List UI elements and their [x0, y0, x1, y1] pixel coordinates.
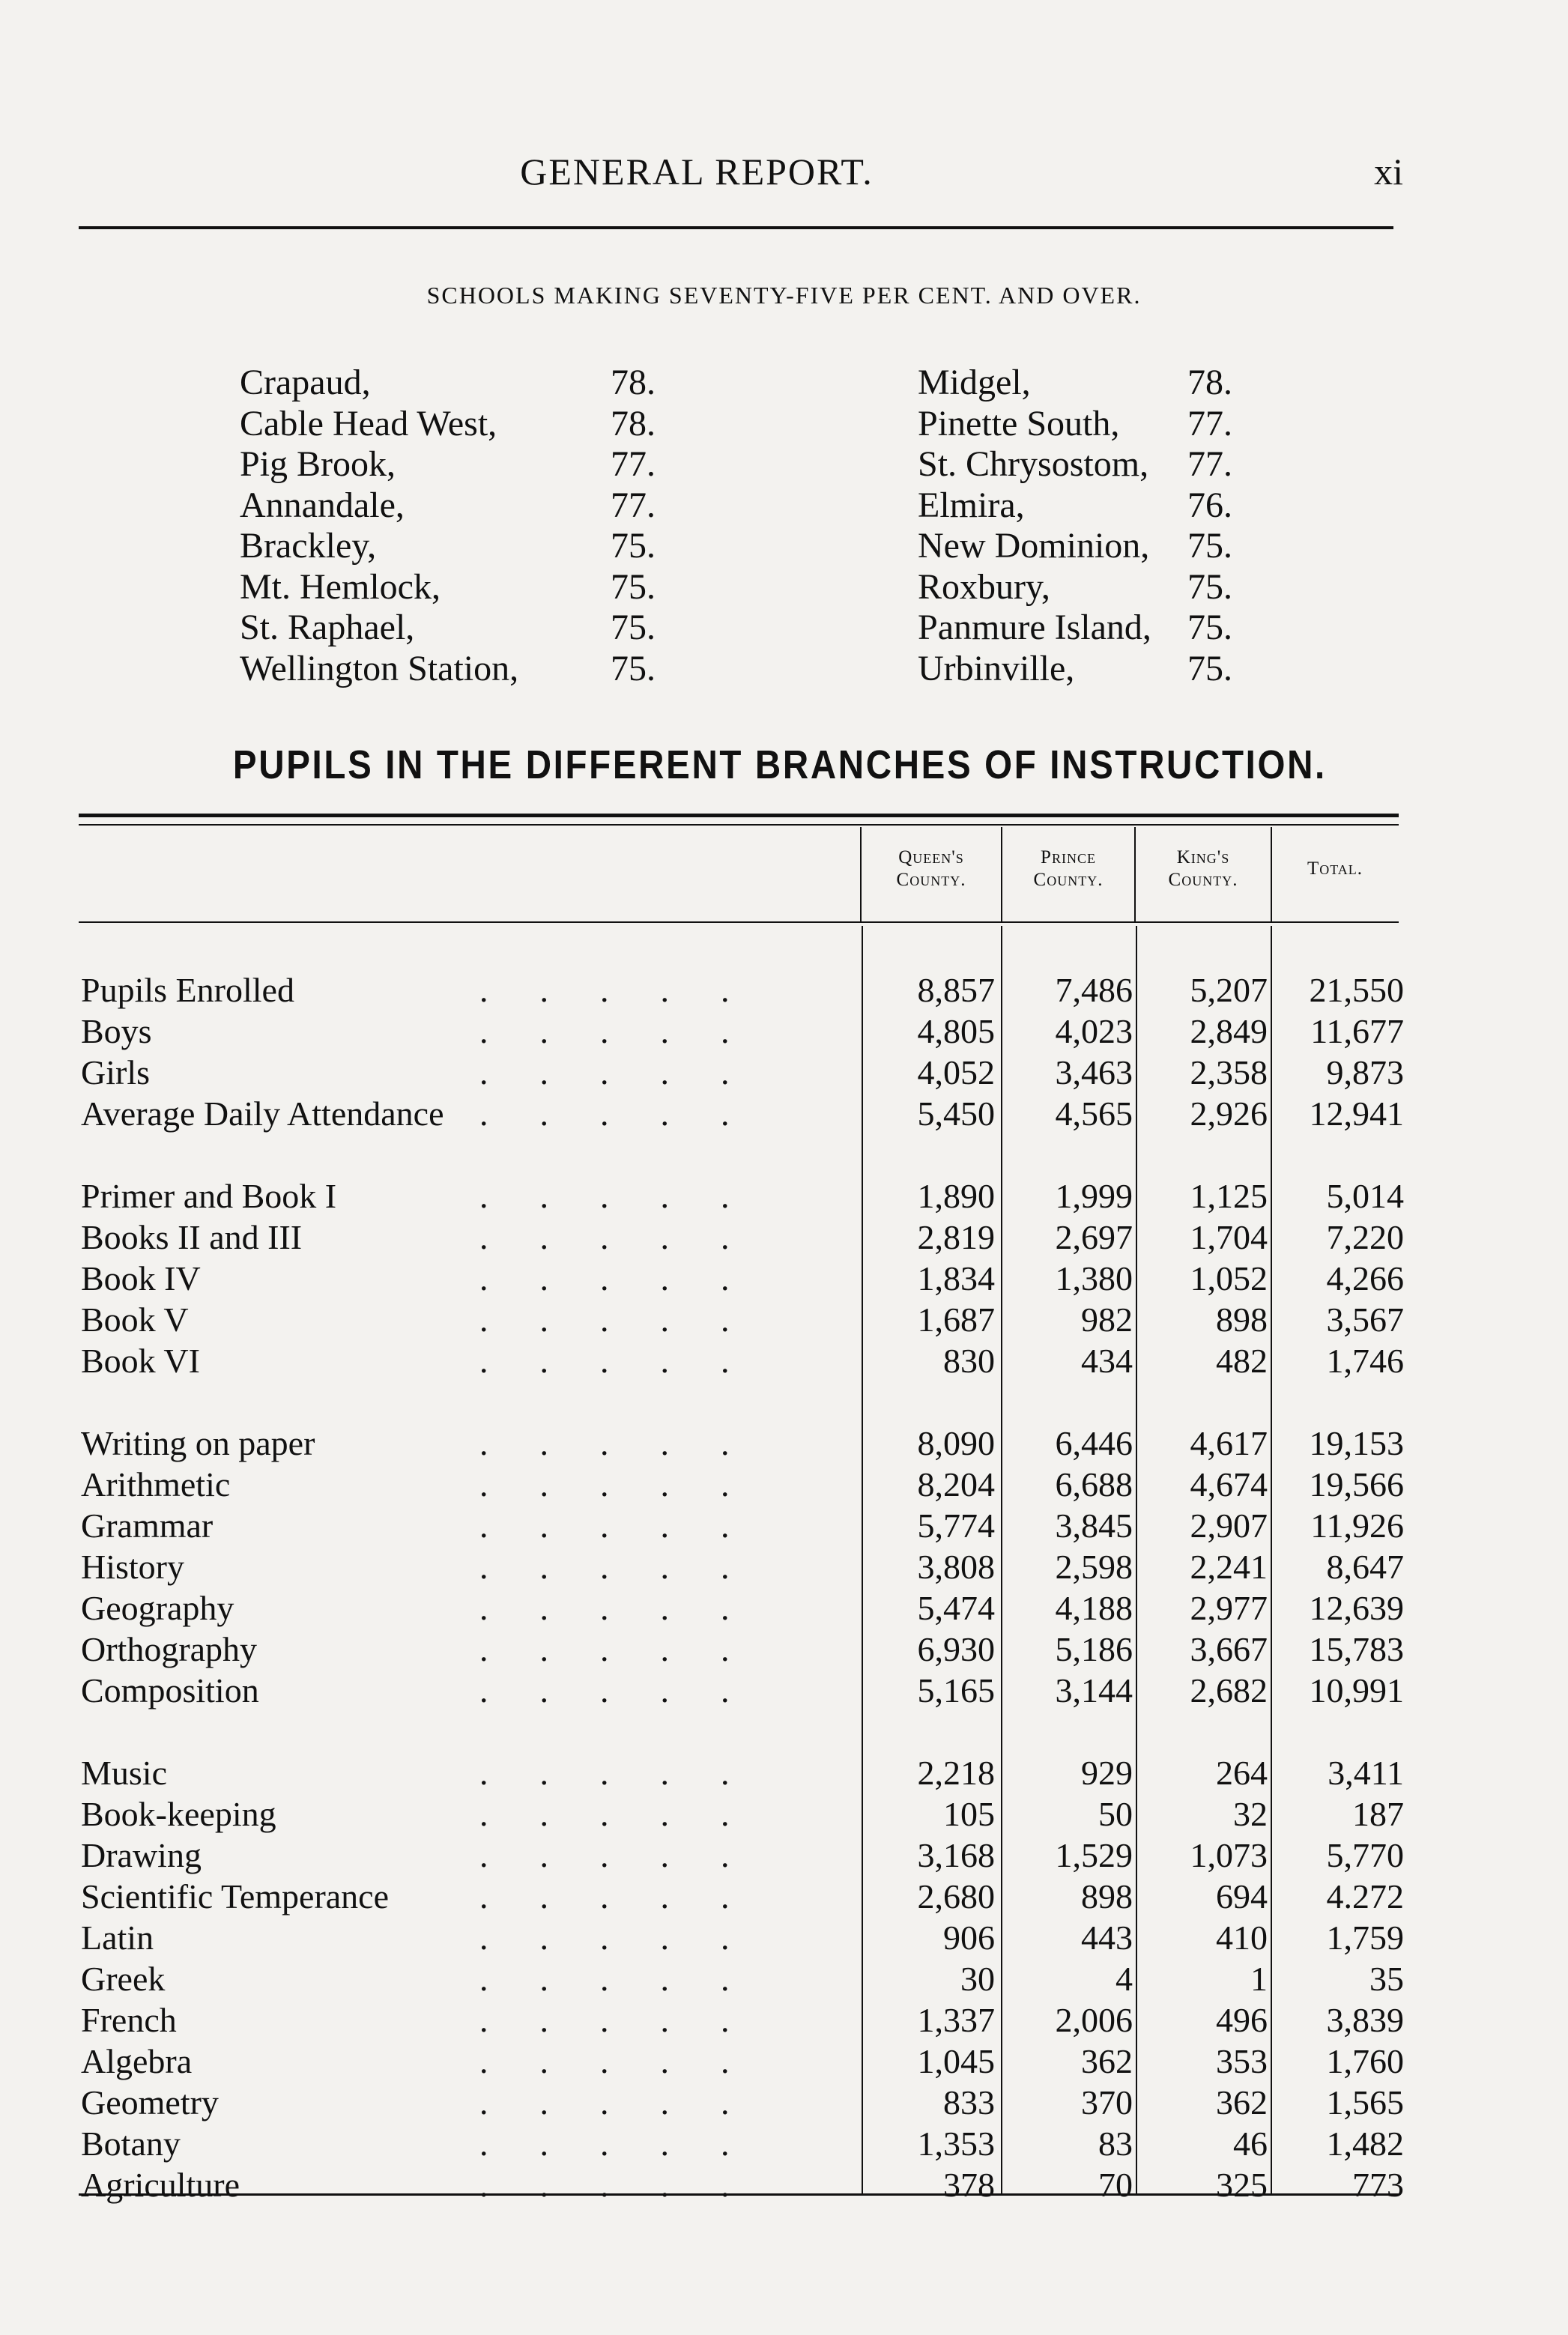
table-row [0, 1588, 1568, 1629]
cell-kings: 362 [1216, 2083, 1268, 2122]
cell-total: 3,567 [1326, 1300, 1404, 1339]
cell-kings: 1,704 [1190, 1218, 1268, 1256]
school-percentage: 75. [1187, 566, 1232, 607]
school-name: New Dominion, [918, 526, 1150, 566]
cell-total: 1,482 [1326, 2124, 1404, 2163]
school-name: St. Chrysostom, [918, 444, 1149, 484]
cell-total: 4.272 [1326, 1877, 1404, 1915]
cell-kings: 4,674 [1190, 1465, 1268, 1503]
honor-row [918, 363, 1337, 404]
table-row [0, 1918, 1568, 1958]
column-header-line: King's [1176, 847, 1230, 867]
table-row [0, 1259, 1568, 1299]
honor-section-title: SCHOOLS MAKING SEVENTY-FIVE PER CENT. AND OVER. [426, 282, 1142, 309]
row-label: Grammar [81, 1506, 214, 1545]
cell-total: 12,639 [1309, 1589, 1404, 1627]
cell-queens: 8,090 [917, 1424, 995, 1462]
cell-prince: 70 [1098, 2166, 1133, 2204]
cell-total: 3,411 [1328, 1754, 1404, 1792]
cell-queens: 5,165 [917, 1671, 995, 1709]
cell-queens: 105 [943, 1795, 995, 1833]
cell-kings: 1 [1250, 1960, 1268, 1998]
cell-total: 12,941 [1309, 1094, 1404, 1133]
table-row [0, 1547, 1568, 1587]
cell-prince: 1,529 [1055, 1836, 1133, 1874]
cell-prince: 50 [1098, 1795, 1133, 1833]
school-name: Cable Head West, [240, 403, 497, 443]
cell-total: 35 [1369, 1960, 1404, 1998]
cell-total: 187 [1352, 1795, 1404, 1833]
school-percentage: 76. [1187, 485, 1232, 525]
row-label: Algebra [81, 2042, 193, 2080]
school-name: Pinette South, [918, 403, 1120, 443]
cell-total: 3,839 [1326, 2001, 1404, 2039]
cell-total: 7,220 [1326, 1218, 1404, 1256]
cell-total: 5,770 [1326, 1836, 1404, 1874]
leader-dots: . . . . . [479, 2001, 730, 2039]
row-label: Book VI [81, 1342, 200, 1380]
row-label: Agriculture [81, 2166, 240, 2204]
school-name: Annandale, [240, 485, 405, 525]
row-label: Book V [81, 1300, 189, 1339]
cell-prince: 3,463 [1055, 1053, 1133, 1091]
cell-queens: 378 [943, 2166, 995, 2204]
cell-queens: 830 [943, 1342, 995, 1380]
row-label: French [81, 2001, 177, 2039]
cell-total: 5,014 [1326, 1177, 1404, 1215]
cell-prince: 4,565 [1055, 1094, 1133, 1133]
table-row [0, 1753, 1568, 1793]
table-row [0, 1835, 1568, 1876]
cell-prince: 929 [1081, 1754, 1133, 1792]
table-row [0, 1465, 1568, 1505]
honor-row [918, 444, 1337, 485]
row-label: Girls [81, 1053, 150, 1091]
school-name: St. Raphael, [240, 608, 415, 647]
school-percentage: 78. [1187, 363, 1232, 402]
honor-row [240, 444, 689, 485]
table-row [0, 1217, 1568, 1258]
leader-dots: . . . . . [479, 1342, 730, 1380]
row-label: Composition [81, 1671, 259, 1709]
school-percentage: 77. [611, 485, 656, 525]
leader-dots: . . . . . [479, 1548, 730, 1586]
cell-total: 15,783 [1309, 1630, 1404, 1668]
cell-total: 1,760 [1326, 2042, 1404, 2080]
cell-prince: 6,446 [1055, 1424, 1133, 1462]
cell-total: 8,647 [1326, 1548, 1404, 1586]
cell-prince: 2,006 [1055, 2001, 1133, 2039]
cell-kings: 264 [1216, 1754, 1268, 1792]
cell-kings: 2,358 [1190, 1053, 1268, 1091]
row-label: Primer and Book I [81, 1177, 337, 1215]
cell-kings: 2,907 [1190, 1506, 1268, 1545]
cell-prince: 4 [1116, 1960, 1133, 1998]
cell-queens: 5,474 [917, 1589, 995, 1627]
row-label: Orthography [81, 1630, 258, 1668]
cell-total: 10,991 [1309, 1671, 1404, 1709]
table-row [0, 2083, 1568, 2123]
cell-queens: 833 [943, 2083, 995, 2122]
cell-queens: 906 [943, 1918, 995, 1957]
cell-prince: 1,380 [1055, 1259, 1133, 1297]
leader-dots: . . . . . [479, 1218, 730, 1256]
honor-row [240, 567, 689, 608]
leader-dots: . . . . . [479, 1424, 730, 1462]
leader-dots: . . . . . [479, 1630, 730, 1668]
cell-queens: 3,808 [917, 1548, 995, 1586]
cell-prince: 6,688 [1055, 1465, 1133, 1503]
page-number: xi [1374, 151, 1403, 193]
school-percentage: 75. [1187, 526, 1232, 566]
table-row [0, 970, 1568, 1011]
cell-kings: 2,241 [1190, 1548, 1268, 1586]
row-label: Botany [81, 2124, 181, 2163]
cell-kings: 410 [1216, 1918, 1268, 1957]
column-header-line: County. [896, 870, 966, 890]
school-percentage: 78. [611, 403, 656, 443]
table-row [0, 1176, 1568, 1217]
cell-queens: 5,774 [917, 1506, 995, 1545]
table-row [0, 1094, 1568, 1134]
row-label: Writing on paper [81, 1424, 315, 1462]
cell-queens: 3,168 [917, 1836, 995, 1874]
school-name: Mt. Hemlock, [240, 566, 441, 607]
running-title: GENERAL REPORT. [520, 151, 874, 193]
honor-row [240, 608, 689, 649]
table-row [0, 2041, 1568, 2082]
table-row [0, 1959, 1568, 1999]
school-percentage: 75. [611, 648, 656, 688]
cell-total: 19,153 [1309, 1424, 1404, 1462]
school-percentage: 75. [611, 526, 656, 566]
cell-prince: 982 [1081, 1300, 1133, 1339]
school-name: Roxbury, [918, 566, 1050, 607]
cell-kings: 3,667 [1190, 1630, 1268, 1668]
table-row [0, 1300, 1568, 1340]
school-percentage: 77. [611, 444, 656, 484]
running-head [0, 150, 1568, 202]
row-label: Book IV [81, 1259, 201, 1297]
cell-total: 11,926 [1310, 1506, 1404, 1545]
row-label: Average Daily Attendance [81, 1094, 444, 1133]
cell-kings: 2,926 [1190, 1094, 1268, 1133]
leader-dots: . . . . . [479, 1506, 730, 1545]
cell-kings: 46 [1233, 2124, 1268, 2163]
cell-kings: 2,977 [1190, 1589, 1268, 1627]
column-header-line: Queen's [898, 847, 964, 867]
leader-dots: . . . . . [479, 2083, 730, 2122]
cell-kings: 694 [1216, 1877, 1268, 1915]
leader-dots: . . . . . [479, 1918, 730, 1957]
table-title: PUPILS IN THE DIFFERENT BRANCHES OF INSTRUCTION. [232, 742, 1327, 787]
cell-kings: 1,073 [1190, 1836, 1268, 1874]
honor-row [240, 404, 689, 445]
cell-total: 1,746 [1326, 1342, 1404, 1380]
cell-total: 9,873 [1326, 1053, 1404, 1091]
cell-total: 19,566 [1309, 1465, 1404, 1503]
cell-kings: 482 [1216, 1342, 1268, 1380]
cell-kings: 353 [1216, 2042, 1268, 2080]
honor-row [240, 649, 689, 690]
cell-queens: 1,890 [917, 1177, 995, 1215]
leader-dots: . . . . . [479, 1960, 730, 1998]
cell-kings: 1,052 [1190, 1259, 1268, 1297]
cell-queens: 8,204 [917, 1465, 995, 1503]
cell-kings: 325 [1216, 2166, 1268, 2204]
honor-row [918, 404, 1337, 445]
cell-prince: 434 [1081, 1342, 1133, 1380]
cell-kings: 898 [1216, 1300, 1268, 1339]
honor-row [918, 649, 1337, 690]
honor-list-right [918, 363, 1337, 689]
cell-prince: 7,486 [1055, 971, 1133, 1009]
cell-prince: 4,188 [1055, 1589, 1133, 1627]
leader-dots: . . . . . [479, 1465, 730, 1503]
leader-dots: . . . . . [479, 1177, 730, 1215]
honor-list-left [240, 363, 689, 689]
cell-prince: 83 [1098, 2124, 1133, 2163]
row-label: Arithmetic [81, 1465, 231, 1503]
school-percentage: 75. [1187, 608, 1232, 647]
cell-prince: 2,598 [1055, 1548, 1133, 1586]
leader-dots: . . . . . [479, 1671, 730, 1709]
column-header-line: Total. [1307, 858, 1363, 879]
table-row [0, 1877, 1568, 1917]
cell-kings: 5,207 [1190, 971, 1268, 1009]
table-row [0, 1011, 1568, 1052]
column-header-line: Prince [1041, 847, 1096, 867]
school-percentage: 77. [1187, 444, 1232, 484]
school-name: Crapaud, [240, 363, 371, 402]
leader-dots: . . . . . [479, 1754, 730, 1792]
cell-total: 21,550 [1309, 971, 1404, 1009]
leader-dots: . . . . . [479, 1053, 730, 1091]
leader-dots: . . . . . [479, 1795, 730, 1833]
table-row [0, 1794, 1568, 1835]
cell-total: 11,677 [1310, 1012, 1404, 1050]
cell-prince: 370 [1081, 2083, 1133, 2122]
table-row [0, 2124, 1568, 2164]
school-name: Pig Brook, [240, 444, 396, 484]
cell-prince: 898 [1081, 1877, 1133, 1915]
school-name: Wellington Station, [240, 648, 519, 688]
table-row [0, 1506, 1568, 1546]
row-label: History [81, 1548, 184, 1586]
leader-dots: . . . . . [479, 2042, 730, 2080]
cell-total: 4,266 [1326, 1259, 1404, 1297]
leader-dots: . . . . . [479, 1836, 730, 1874]
cell-prince: 362 [1081, 2042, 1133, 2080]
leader-dots: . . . . . [479, 971, 730, 1009]
cell-prince: 5,186 [1055, 1630, 1133, 1668]
cell-total: 1,565 [1326, 2083, 1404, 2122]
school-name: Panmure Island, [918, 608, 1151, 647]
row-label: Boys [81, 1012, 152, 1050]
row-label: Geography [81, 1589, 234, 1627]
honor-row [918, 608, 1337, 649]
header-rule [79, 226, 1393, 229]
row-label: Drawing [81, 1836, 202, 1874]
cell-queens: 5,450 [917, 1094, 995, 1133]
cell-queens: 2,680 [917, 1877, 995, 1915]
cell-kings: 4,617 [1190, 1424, 1268, 1462]
leader-dots: . . . . . [479, 2166, 730, 2204]
column-header-total [1271, 858, 1399, 880]
column-header-line: County. [1033, 870, 1104, 890]
leader-dots: . . . . . [479, 1259, 730, 1297]
school-percentage: 77. [1187, 403, 1232, 443]
row-label: Scientific Temperance [81, 1877, 390, 1915]
table-top-rule-thin [79, 824, 1399, 826]
table-row [0, 1671, 1568, 1711]
leader-dots: . . . . . [479, 1300, 730, 1339]
cell-queens: 1,834 [917, 1259, 995, 1297]
cell-queens: 4,805 [917, 1012, 995, 1050]
cell-kings: 2,849 [1190, 1012, 1268, 1050]
cell-total: 773 [1352, 2166, 1404, 2204]
school-name: Midgel, [918, 363, 1031, 402]
leader-dots: . . . . . [479, 1877, 730, 1915]
cell-kings: 2,682 [1190, 1671, 1268, 1709]
honor-row [240, 363, 689, 404]
table-row [0, 1629, 1568, 1670]
school-percentage: 75. [1187, 648, 1232, 688]
row-label: Latin [81, 1918, 154, 1957]
cell-kings: 32 [1233, 1795, 1268, 1833]
school-name: Elmira, [918, 485, 1025, 525]
cell-prince: 2,697 [1055, 1218, 1133, 1256]
honor-row [240, 485, 689, 527]
table-header-rule [79, 921, 1399, 923]
column-header-line: County. [1168, 870, 1238, 890]
cell-prince: 4,023 [1055, 1012, 1133, 1050]
cell-queens: 2,819 [917, 1218, 995, 1256]
honor-row [240, 526, 689, 567]
row-label: Greek [81, 1960, 166, 1998]
cell-queens: 30 [960, 1960, 995, 1998]
school-percentage: 75. [611, 566, 656, 607]
school-percentage: 75. [611, 608, 656, 647]
honor-row [918, 526, 1337, 567]
cell-queens: 6,930 [917, 1630, 995, 1668]
table-row [0, 1341, 1568, 1381]
cell-prince: 3,144 [1055, 1671, 1133, 1709]
cell-queens: 4,052 [917, 1053, 995, 1091]
cell-queens: 1,353 [917, 2124, 995, 2163]
leader-dots: . . . . . [479, 2124, 730, 2163]
cell-queens: 8,857 [917, 971, 995, 1009]
cell-prince: 3,845 [1055, 1506, 1133, 1545]
row-label: Books II and III [81, 1218, 303, 1256]
cell-queens: 1,337 [917, 2001, 995, 2039]
school-name: Brackley, [240, 526, 377, 566]
table-row [0, 2165, 1568, 2205]
school-name: Urbinville, [918, 648, 1075, 688]
cell-prince: 1,999 [1055, 1177, 1133, 1215]
row-label: Book-keeping [81, 1795, 276, 1833]
leader-dots: . . . . . [479, 1012, 730, 1050]
row-label: Music [81, 1754, 167, 1792]
cell-queens: 2,218 [917, 1754, 995, 1792]
row-label: Geometry [81, 2083, 219, 2122]
table-row [0, 1423, 1568, 1464]
row-label: Pupils Enrolled [81, 971, 294, 1009]
cell-kings: 496 [1216, 2001, 1268, 2039]
table-row [0, 2000, 1568, 2041]
cell-queens: 1,687 [917, 1300, 995, 1339]
column-header-queens [862, 847, 1001, 891]
cell-total: 1,759 [1326, 1918, 1404, 1957]
honor-row [918, 485, 1337, 527]
cell-queens: 1,045 [917, 2042, 995, 2080]
school-percentage: 78. [611, 363, 656, 402]
leader-dots: . . . . . [479, 1094, 730, 1133]
cell-kings: 1,125 [1190, 1177, 1268, 1215]
table-row [0, 1053, 1568, 1093]
leader-dots: . . . . . [479, 1589, 730, 1627]
honor-row [918, 567, 1337, 608]
cell-prince: 443 [1081, 1918, 1133, 1957]
table-top-rule [79, 814, 1399, 817]
column-header-kings [1136, 847, 1271, 891]
column-header-prince [1001, 847, 1136, 891]
